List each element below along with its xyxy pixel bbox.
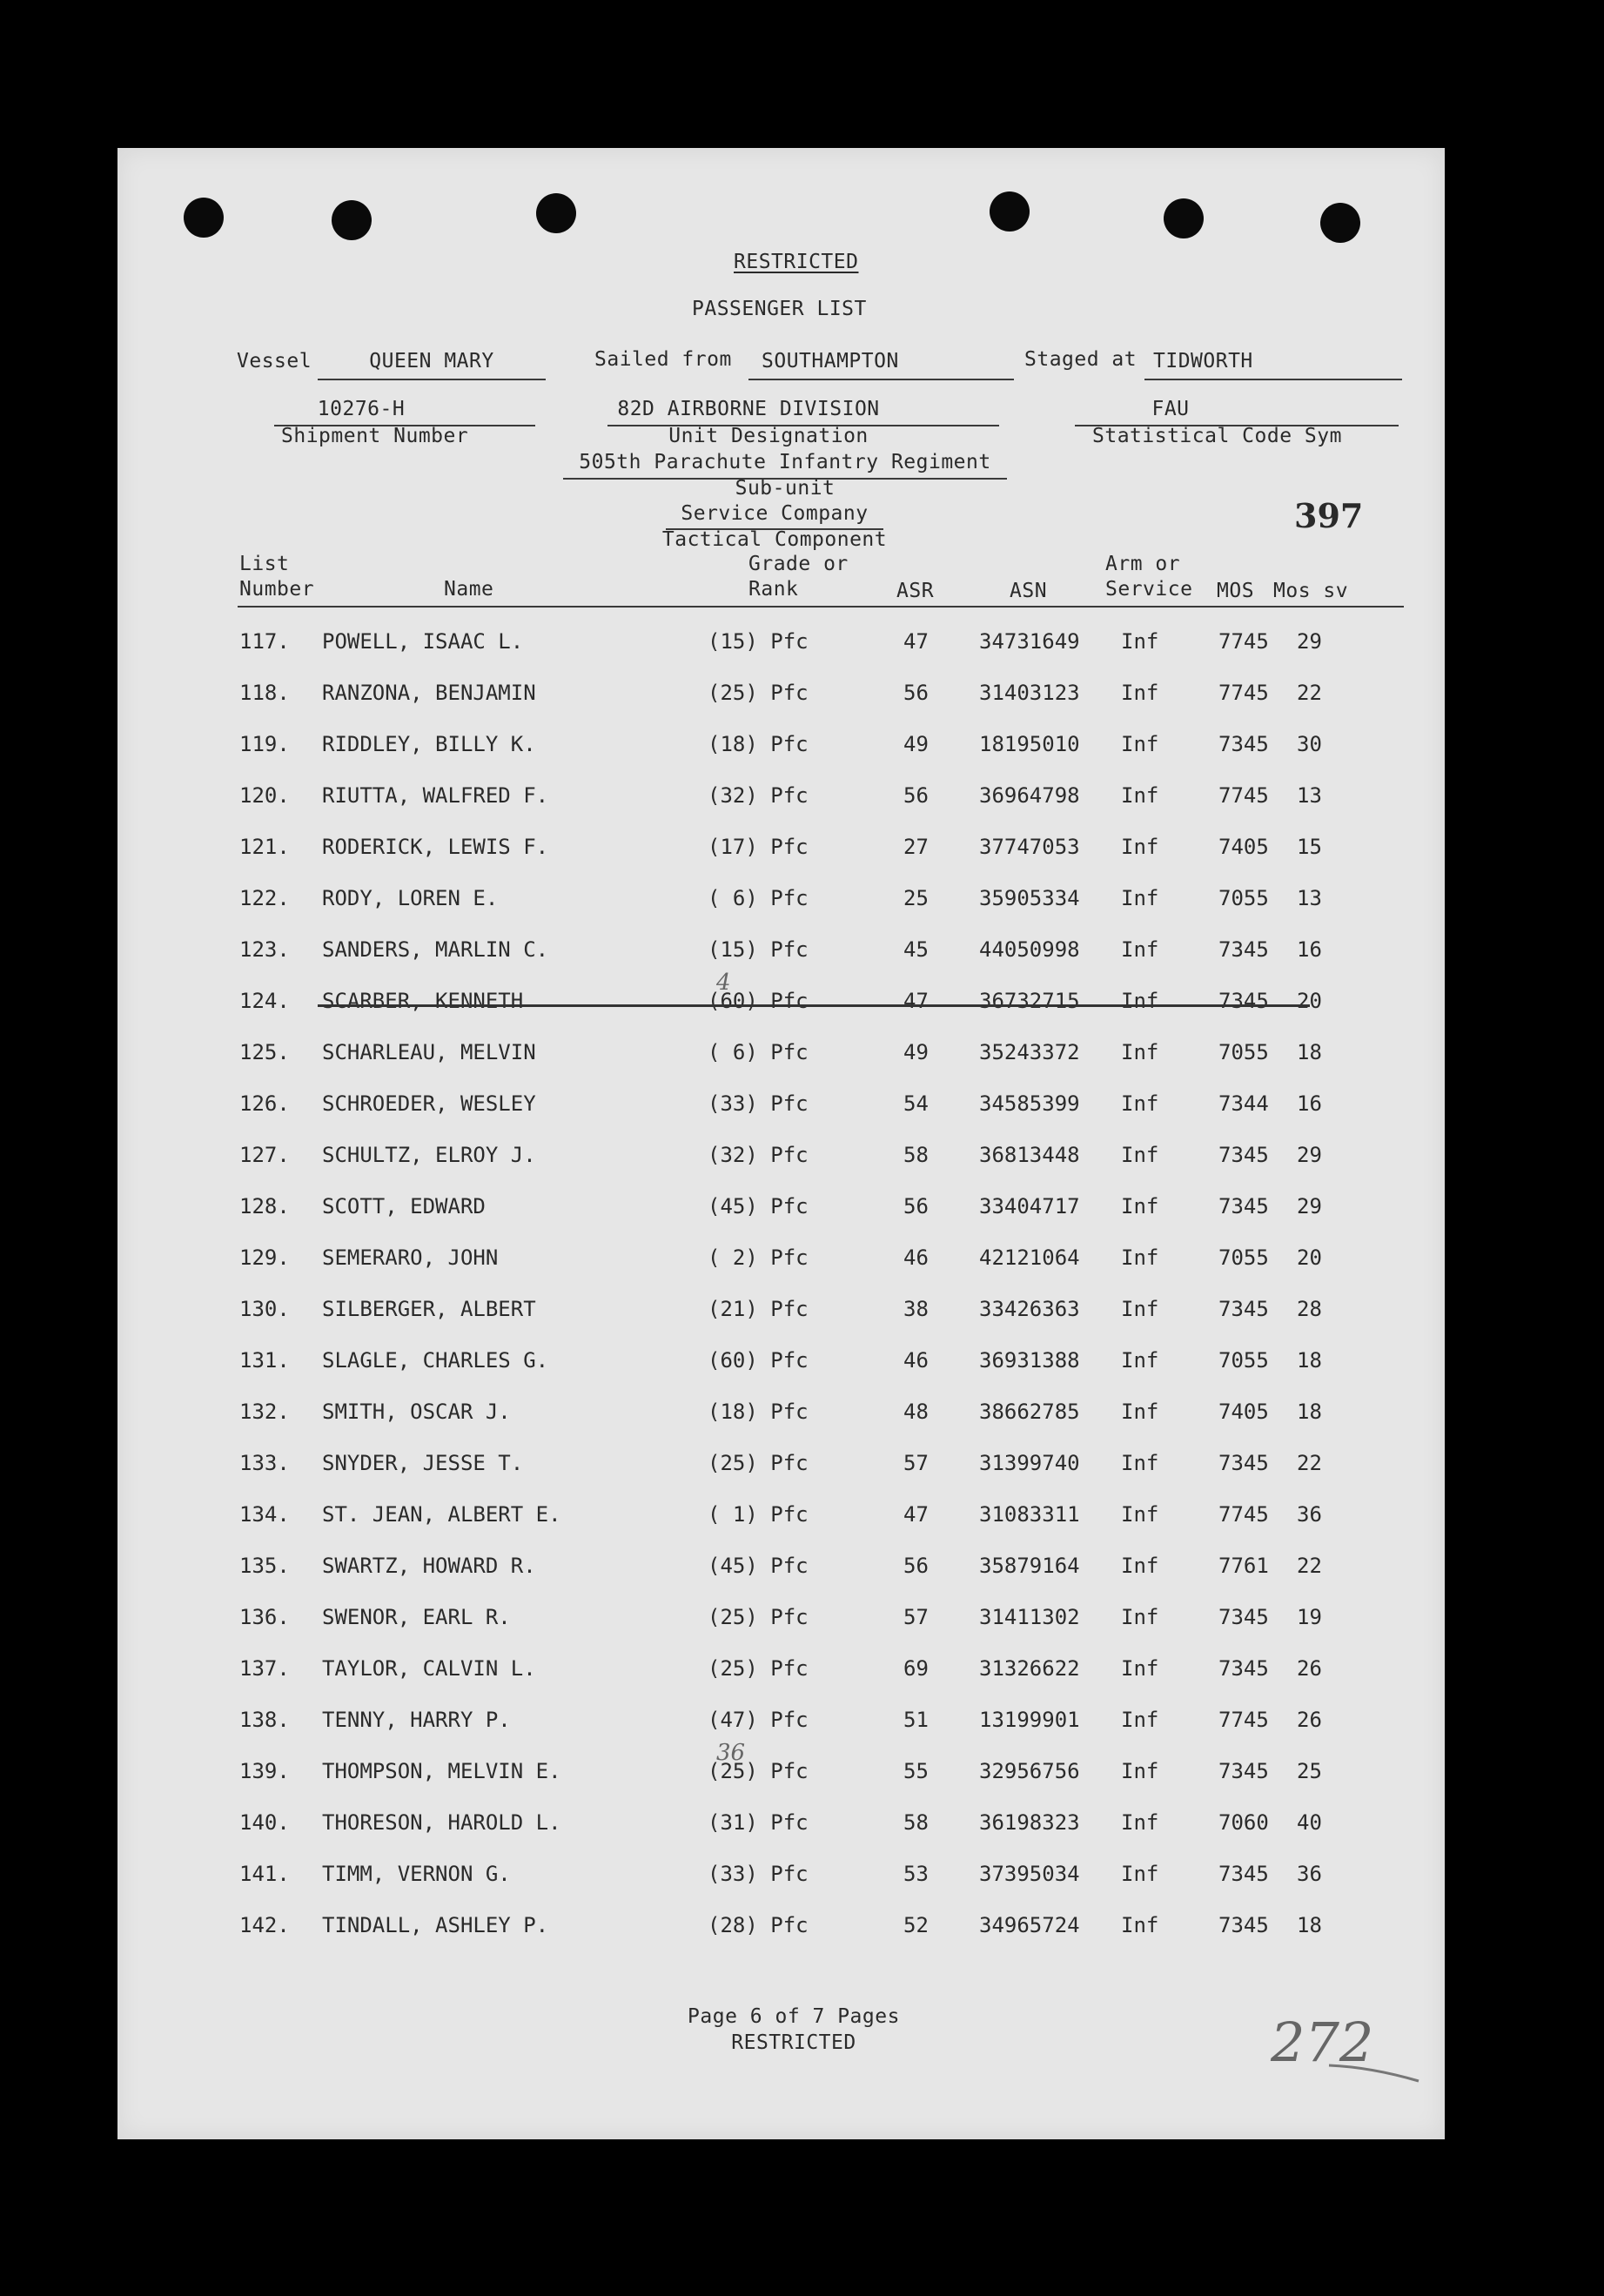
asr-value: 46: [903, 1245, 929, 1270]
table-row: [117, 886, 1445, 921]
asr-value: 47: [903, 629, 929, 654]
column-header-grade: Grade or: [748, 553, 849, 575]
list-number: 139.: [239, 1759, 290, 1783]
mos-value: 7345: [1218, 989, 1269, 1013]
sailed-from-value: SOUTHAMPTON: [762, 350, 899, 373]
asr-value: 57: [903, 1605, 929, 1629]
asr-value: 56: [903, 1194, 929, 1218]
passenger-name: THOMPSON, MELVIN E.: [322, 1759, 561, 1783]
asn-value: 36964798: [979, 783, 1080, 808]
asn-value: 34965724: [979, 1913, 1080, 1937]
grade-rank: ( 1) Pfc: [708, 1502, 809, 1527]
vessel-value: QUEEN MARY: [369, 350, 494, 373]
arm-service: Inf: [1121, 1348, 1159, 1373]
passenger-name: SCOTT, EDWARD: [322, 1194, 486, 1218]
arm-service: Inf: [1121, 1245, 1159, 1270]
passenger-name: SCHULTZ, ELROY J.: [322, 1143, 536, 1167]
column-header-mos-sv: Mos sv: [1273, 580, 1349, 602]
list-number: 118.: [239, 681, 290, 705]
passenger-name: TIMM, VERNON G.: [322, 1862, 511, 1886]
mos-value: 7745: [1218, 681, 1269, 705]
mos-sv-value: 18: [1297, 1040, 1322, 1064]
staged-at-value: TIDWORTH: [1153, 350, 1253, 373]
grade-rank: ( 6) Pfc: [708, 1040, 809, 1064]
list-number: 141.: [239, 1862, 290, 1886]
table-row: [117, 1862, 1445, 1897]
mos-value: 7055: [1218, 886, 1269, 910]
column-header-arm: Arm or: [1105, 553, 1181, 575]
tactical-component-value: Service Company: [681, 502, 869, 525]
mos-value: 7345: [1218, 1759, 1269, 1783]
grade-rank: (21) Pfc: [708, 1297, 809, 1321]
mos-sv-value: 26: [1297, 1656, 1322, 1681]
vessel-label: Vessel: [237, 350, 312, 373]
document-title: PASSENGER LIST: [692, 298, 867, 320]
asr-value: 51: [903, 1708, 929, 1732]
table-row: [117, 1245, 1445, 1280]
punch-hole: [1320, 203, 1360, 243]
passenger-name: SLAGLE, CHARLES G.: [322, 1348, 549, 1373]
grade-rank: (25) Pfc: [708, 1451, 809, 1475]
asr-value: 49: [903, 1040, 929, 1064]
asn-value: 35243372: [979, 1040, 1080, 1064]
list-number: 132.: [239, 1400, 290, 1424]
passenger-name: SANDERS, MARLIN C.: [322, 937, 549, 962]
punch-hole: [536, 193, 576, 233]
passenger-name: TINDALL, ASHLEY P.: [322, 1913, 549, 1937]
table-row: [117, 1091, 1445, 1126]
asn-value: 35879164: [979, 1554, 1080, 1578]
list-number: 137.: [239, 1656, 290, 1681]
table-row: [117, 1605, 1445, 1640]
column-header-service: Service: [1105, 578, 1193, 601]
table-row: [117, 783, 1445, 818]
grade-rank: (25) Pfc: [708, 681, 809, 705]
arm-service: Inf: [1121, 1194, 1159, 1218]
grade-rank: (32) Pfc: [708, 783, 809, 808]
asn-value: 38662785: [979, 1400, 1080, 1424]
grade-rank: (47) Pfc: [708, 1708, 809, 1732]
grade-rank: (31) Pfc: [708, 1810, 809, 1835]
mos-sv-value: 16: [1297, 937, 1322, 962]
passenger-name: SCHARLEAU, MELVIN: [322, 1040, 536, 1064]
mos-value: 7344: [1218, 1091, 1269, 1116]
list-number: 119.: [239, 732, 290, 756]
grade-rank: (25) Pfc: [708, 1759, 809, 1783]
table-row: [117, 732, 1445, 767]
unit-designation-label: Unit Designation: [668, 425, 869, 447]
mos-sv-value: 29: [1297, 1194, 1322, 1218]
list-number: 124.: [239, 989, 290, 1013]
grade-rank: ( 6) Pfc: [708, 886, 809, 910]
mos-value: 7055: [1218, 1040, 1269, 1064]
mos-value: 7745: [1218, 1708, 1269, 1732]
passenger-name: SCHROEDER, WESLEY: [322, 1091, 536, 1116]
asr-value: 54: [903, 1091, 929, 1116]
list-number: 128.: [239, 1194, 290, 1218]
table-row: [117, 1194, 1445, 1229]
asn-value: 33404717: [979, 1194, 1080, 1218]
passenger-name: THORESON, HAROLD L.: [322, 1810, 561, 1835]
column-header-asn: ASN: [1010, 580, 1048, 602]
asr-value: 58: [903, 1143, 929, 1167]
mos-value: 7405: [1218, 1400, 1269, 1424]
asn-value: 36198323: [979, 1810, 1080, 1835]
mos-sv-value: 25: [1297, 1759, 1322, 1783]
table-row: [117, 1708, 1445, 1742]
arm-service: Inf: [1121, 1143, 1159, 1167]
page-footer: Page 6 of 7 Pages: [688, 2005, 900, 2028]
mos-sv-value: 26: [1297, 1708, 1322, 1732]
list-number: 129.: [239, 1245, 290, 1270]
mos-value: 7345: [1218, 1862, 1269, 1886]
mos-value: 7345: [1218, 1297, 1269, 1321]
grade-rank: ( 2) Pfc: [708, 1245, 809, 1270]
mos-value: 7345: [1218, 732, 1269, 756]
mos-value: 7745: [1218, 783, 1269, 808]
mos-sv-value: 20: [1297, 1245, 1322, 1270]
list-number: 135.: [239, 1554, 290, 1578]
asr-value: 49: [903, 732, 929, 756]
table-row: [117, 681, 1445, 715]
column-header-number: Number: [239, 578, 315, 601]
column-header-mos: MOS: [1217, 580, 1255, 602]
asn-value: 32956756: [979, 1759, 1080, 1783]
asr-value: 56: [903, 1554, 929, 1578]
table-row: [117, 629, 1445, 664]
mos-value: 7345: [1218, 937, 1269, 962]
list-number: 120.: [239, 783, 290, 808]
grade-rank: (45) Pfc: [708, 1554, 809, 1578]
unit-designation-value: 82D AIRBORNE DIVISION: [617, 398, 880, 420]
column-header-name: Name: [444, 578, 494, 601]
mos-value: 7345: [1218, 1451, 1269, 1475]
asr-value: 25: [903, 886, 929, 910]
table-row: [117, 970, 1445, 1024]
mos-value: 7761: [1218, 1554, 1269, 1578]
asn-value: 36931388: [979, 1348, 1080, 1373]
passenger-name: RODY, LOREN E.: [322, 886, 499, 910]
passenger-name: POWELL, ISAAC L.: [322, 629, 524, 654]
asr-value: 56: [903, 783, 929, 808]
table-row: [117, 835, 1445, 869]
arm-service: Inf: [1121, 1708, 1159, 1732]
arm-service: Inf: [1121, 1297, 1159, 1321]
asn-value: 31326622: [979, 1656, 1080, 1681]
handwritten-correction: 4: [716, 970, 731, 996]
table-row: [117, 1297, 1445, 1332]
arm-service: Inf: [1121, 1810, 1159, 1835]
grade-rank: (33) Pfc: [708, 1862, 809, 1886]
arm-service: Inf: [1121, 1451, 1159, 1475]
passenger-name: RANZONA, BENJAMIN: [322, 681, 536, 705]
passenger-name: TAYLOR, CALVIN L.: [322, 1656, 536, 1681]
list-number: 127.: [239, 1143, 290, 1167]
asn-value: 18195010: [979, 732, 1080, 756]
passenger-name: SCARBER, KENNETH: [322, 989, 524, 1013]
list-number: 117.: [239, 629, 290, 654]
grade-rank: (33) Pfc: [708, 1091, 809, 1116]
arm-service: Inf: [1121, 937, 1159, 962]
passenger-name: SWENOR, EARL R.: [322, 1605, 511, 1629]
handwritten-underline: [1327, 2058, 1423, 2085]
asr-value: 57: [903, 1451, 929, 1475]
list-number: 126.: [239, 1091, 290, 1116]
table-row: [117, 1502, 1445, 1537]
list-number: 138.: [239, 1708, 290, 1732]
vessel-underline: [318, 379, 546, 380]
asn-value: 33426363: [979, 1297, 1080, 1321]
punch-hole: [1164, 198, 1204, 238]
column-header-list: List: [239, 553, 290, 575]
list-number: 134.: [239, 1502, 290, 1527]
passenger-name: SWARTZ, HOWARD R.: [322, 1554, 536, 1578]
asr-value: 27: [903, 835, 929, 859]
shipment-number-label: Shipment Number: [281, 425, 469, 447]
mos-sv-value: 16: [1297, 1091, 1322, 1116]
asn-value: 35905334: [979, 886, 1080, 910]
grade-rank: (18) Pfc: [708, 1400, 809, 1424]
table-row: [117, 1400, 1445, 1434]
asn-value: 34585399: [979, 1091, 1080, 1116]
passenger-name: RODERICK, LEWIS F.: [322, 835, 549, 859]
grade-rank: (60) Pfc: [708, 989, 809, 1013]
asr-value: 58: [903, 1810, 929, 1835]
mos-sv-value: 13: [1297, 783, 1322, 808]
handwritten-number: 272: [1271, 2011, 1374, 2074]
table-row: [117, 937, 1445, 972]
grade-rank: (18) Pfc: [708, 732, 809, 756]
arm-service: Inf: [1121, 1913, 1159, 1937]
mos-sv-value: 29: [1297, 629, 1322, 654]
mos-value: 7405: [1218, 835, 1269, 859]
table-row: [117, 1143, 1445, 1178]
arm-service: Inf: [1121, 1091, 1159, 1116]
list-number: 136.: [239, 1605, 290, 1629]
mos-sv-value: 36: [1297, 1502, 1322, 1527]
passenger-name: SILBERGER, ALBERT: [322, 1297, 536, 1321]
arm-service: Inf: [1121, 835, 1159, 859]
mos-sv-value: 19: [1297, 1605, 1322, 1629]
asn-value: 37747053: [979, 835, 1080, 859]
list-number: 121.: [239, 835, 290, 859]
mos-sv-value: 13: [1297, 886, 1322, 910]
list-number: 123.: [239, 937, 290, 962]
asr-value: 53: [903, 1862, 929, 1886]
mos-sv-value: 18: [1297, 1400, 1322, 1424]
asr-value: 56: [903, 681, 929, 705]
table-row: [117, 1348, 1445, 1383]
sub-unit-value: 505th Parachute Infantry Regiment: [579, 451, 991, 473]
arm-service: Inf: [1121, 1759, 1159, 1783]
column-header-rule: [238, 606, 1404, 608]
passenger-name: SEMERARO, JOHN: [322, 1245, 499, 1270]
table-row: [117, 1810, 1445, 1845]
asr-value: 69: [903, 1656, 929, 1681]
grade-rank: (25) Pfc: [708, 1605, 809, 1629]
passenger-name: ST. JEAN, ALBERT E.: [322, 1502, 561, 1527]
arm-service: Inf: [1121, 1656, 1159, 1681]
punch-hole: [332, 200, 372, 240]
arm-service: Inf: [1121, 989, 1159, 1013]
asr-value: 48: [903, 1400, 929, 1424]
page-stamp-number: 397: [1294, 496, 1364, 535]
asn-value: 36813448: [979, 1143, 1080, 1167]
list-number: 125.: [239, 1040, 290, 1064]
passenger-name: SNYDER, JESSE T.: [322, 1451, 524, 1475]
mos-value: 7745: [1218, 629, 1269, 654]
handwritten-correction: 36: [716, 1740, 746, 1766]
mos-sv-value: 18: [1297, 1913, 1322, 1937]
arm-service: Inf: [1121, 886, 1159, 910]
grade-rank: (15) Pfc: [708, 629, 809, 654]
strike-through-line: [318, 1004, 1310, 1007]
table-row: [117, 1913, 1445, 1948]
arm-service: Inf: [1121, 1554, 1159, 1578]
table-row: [117, 1040, 1445, 1075]
tactical-component-label: Tactical Component: [661, 528, 888, 551]
sailed-from-underline: [748, 379, 1014, 380]
column-header-asr: ASR: [896, 580, 935, 602]
table-row: [117, 1740, 1445, 1794]
mos-sv-value: 28: [1297, 1297, 1322, 1321]
list-number: 131.: [239, 1348, 290, 1373]
list-number: 130.: [239, 1297, 290, 1321]
arm-service: Inf: [1121, 1040, 1159, 1064]
statistical-code-label: Statistical Code Sym: [1092, 425, 1342, 447]
mos-sv-value: 36: [1297, 1862, 1322, 1886]
mos-value: 7345: [1218, 1605, 1269, 1629]
statistical-code-value: FAU: [1151, 398, 1190, 420]
asn-value: 36732715: [979, 989, 1080, 1013]
grade-rank: (17) Pfc: [708, 835, 809, 859]
passenger-name: SMITH, OSCAR J.: [322, 1400, 511, 1424]
asr-value: 47: [903, 989, 929, 1013]
mos-value: 7345: [1218, 1143, 1269, 1167]
mos-value: 7745: [1218, 1502, 1269, 1527]
asn-value: 31403123: [979, 681, 1080, 705]
sailed-from-label: Sailed from: [594, 348, 732, 371]
asn-value: 42121064: [979, 1245, 1080, 1270]
footer-restricted: RESTRICTED: [731, 2031, 856, 2054]
list-number: 122.: [239, 886, 290, 910]
mos-sv-value: 22: [1297, 681, 1322, 705]
arm-service: Inf: [1121, 732, 1159, 756]
mos-value: 7055: [1218, 1348, 1269, 1373]
mos-sv-value: 29: [1297, 1143, 1322, 1167]
mos-value: 7060: [1218, 1810, 1269, 1835]
grade-rank: (60) Pfc: [708, 1348, 809, 1373]
document-page: [117, 148, 1445, 2139]
arm-service: Inf: [1121, 1502, 1159, 1527]
grade-rank: (45) Pfc: [708, 1194, 809, 1218]
staged-at-underline: [1144, 379, 1402, 380]
mos-sv-value: 40: [1297, 1810, 1322, 1835]
mos-value: 7345: [1218, 1194, 1269, 1218]
column-header-rank: Rank: [748, 578, 799, 601]
asr-value: 52: [903, 1913, 929, 1937]
grade-rank: (15) Pfc: [708, 937, 809, 962]
arm-service: Inf: [1121, 681, 1159, 705]
staged-at-label: Staged at: [1024, 348, 1138, 371]
list-number: 133.: [239, 1451, 290, 1475]
asr-value: 47: [903, 1502, 929, 1527]
passenger-name: RIDDLEY, BILLY K.: [322, 732, 536, 756]
mos-sv-value: 22: [1297, 1554, 1322, 1578]
asr-value: 38: [903, 1297, 929, 1321]
restricted-heading: RESTRICTED: [734, 251, 859, 273]
asr-value: 46: [903, 1348, 929, 1373]
mos-value: 7345: [1218, 1656, 1269, 1681]
passenger-name: RIUTTA, WALFRED F.: [322, 783, 549, 808]
asn-value: 31411302: [979, 1605, 1080, 1629]
asn-value: 31399740: [979, 1451, 1080, 1475]
arm-service: Inf: [1121, 629, 1159, 654]
arm-service: Inf: [1121, 1400, 1159, 1424]
grade-rank: (25) Pfc: [708, 1656, 809, 1681]
table-row: [117, 1451, 1445, 1486]
grade-rank: (32) Pfc: [708, 1143, 809, 1167]
asn-value: 34731649: [979, 629, 1080, 654]
mos-sv-value: 18: [1297, 1348, 1322, 1373]
mos-sv-value: 30: [1297, 732, 1322, 756]
mos-sv-value: 20: [1297, 989, 1322, 1013]
table-row: [117, 1656, 1445, 1691]
asn-value: 13199901: [979, 1708, 1080, 1732]
arm-service: Inf: [1121, 1605, 1159, 1629]
asn-value: 31083311: [979, 1502, 1080, 1527]
grade-rank: (28) Pfc: [708, 1913, 809, 1937]
arm-service: Inf: [1121, 783, 1159, 808]
asr-value: 55: [903, 1759, 929, 1783]
table-row: [117, 1554, 1445, 1588]
list-number: 140.: [239, 1810, 290, 1835]
mos-sv-value: 15: [1297, 835, 1322, 859]
shipment-number-value: 10276-H: [317, 398, 406, 420]
sub-unit-label: Sub-unit: [735, 477, 836, 500]
mos-value: 7345: [1218, 1913, 1269, 1937]
asn-value: 37395034: [979, 1862, 1080, 1886]
punch-hole: [184, 198, 224, 238]
passenger-name: TENNY, HARRY P.: [322, 1708, 511, 1732]
mos-value: 7055: [1218, 1245, 1269, 1270]
arm-service: Inf: [1121, 1862, 1159, 1886]
asn-value: 44050998: [979, 937, 1080, 962]
mos-sv-value: 22: [1297, 1451, 1322, 1475]
list-number: 142.: [239, 1913, 290, 1937]
punch-hole: [990, 191, 1030, 232]
asr-value: 45: [903, 937, 929, 962]
